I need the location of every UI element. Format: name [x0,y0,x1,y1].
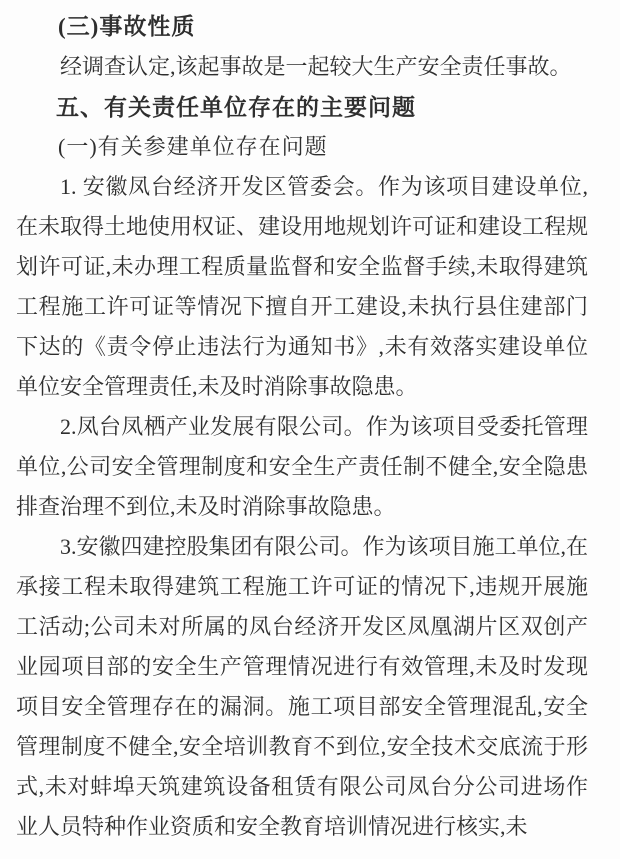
paragraph-unit3-anhui-sijian-group: 3.安徽四建控股集团有限公司。作为该项目施工单位,在承接工程未取得建筑工程施工许可证的情况下,违规开展施工活动;公司未对所属的凤台经济开发区凤凰湖片区双创产业园项目部的安全生产管理情况进行有效管理,未及时发现项目安全管理存在的漏洞。施工项目部安全管理混乱,安全管理制度不健全,安全培训教育不到位,安全技术交底流于形式,未对蚌埠天筑建筑设备租赁有限公司凤台分公司进场作业人员特种作业资质和安全教育培训情况进行核实,未 [16,534,589,839]
paragraph-accident-verdict: 经调查认定,该起事故是一起较大生产安全责任事故。 [60,54,572,79]
heading-accident-nature: (三)事故性质 [58,14,196,39]
paragraph-unit2-fengqi-company: 2.凤台凤栖产业发展有限公司。作为该项目受委托管理单位,公司安全管理制度和安全生产责任制不健全,安全隐患排查治理不到位,未及时消除事故隐患。 [16,414,588,519]
paragraph-unit1-management-committee: 1. 安徽凤台经济开发区管委会。作为该项目建设单位,在未取得土地使用权证、建设用地规划许可证和建设工程规划许可证,未办理工程质量监督和安全监督手续,未取得建筑工程施工许可证等情况下擅自开工建设,未执行县住建部门下达的《责令停止违法行为通知书》,未有效落实建设单位单位安全管理责任,未及时消除事故隐患。 [16,174,589,399]
heading-main-problems-of-responsible-units: 五、有关责任单位存在的主要问题 [56,94,416,120]
heading-participating-units-problems: (一)有关参建单位存在问题 [58,134,328,159]
